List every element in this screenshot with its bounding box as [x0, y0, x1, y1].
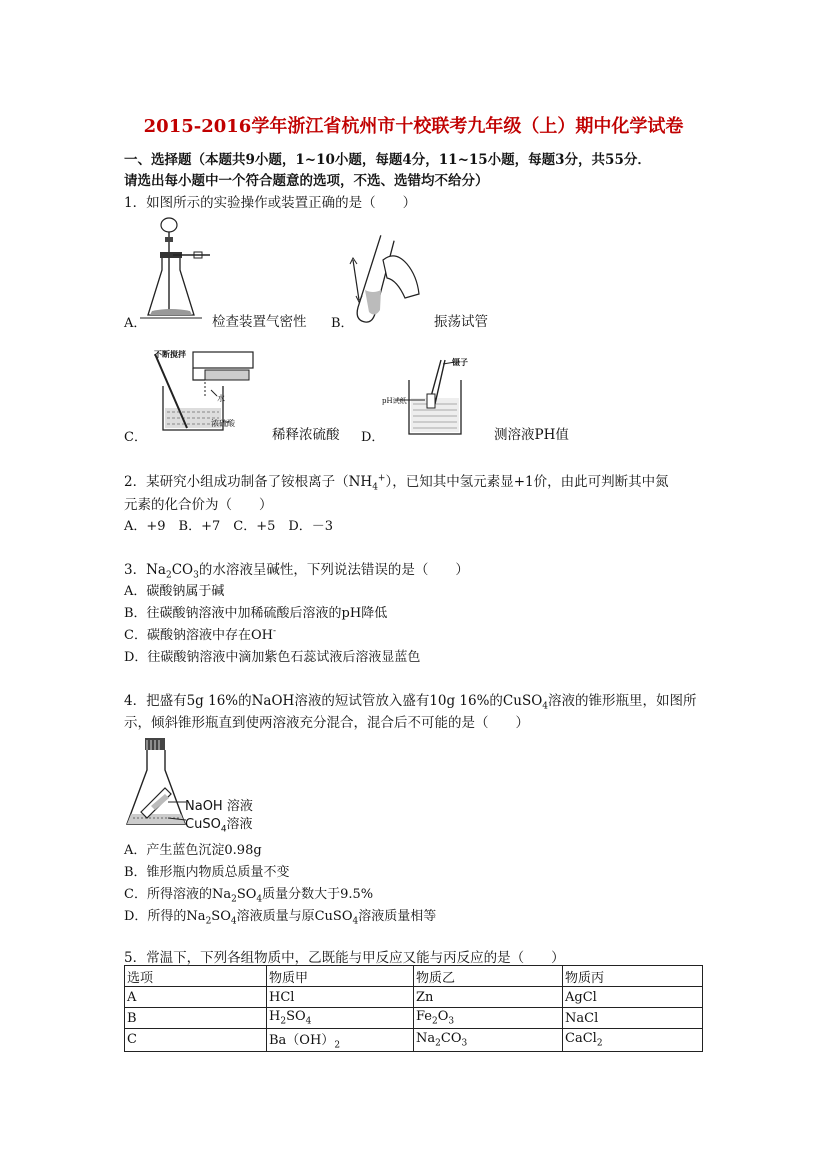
table-cell: B: [125, 1008, 267, 1029]
q2-options: A．+9 B．+7 C．+5 D．－3: [124, 519, 334, 534]
q2-stem-line2: 元素的化合价为（ ）: [124, 497, 273, 513]
fig-d-label-tweezers: 镊子: [452, 357, 468, 367]
fig-q4-pointer-lines: [168, 800, 188, 822]
q4-stem-line1: 4．把盛有5g 16%的NaOH溶液的短试管放入盛有10g 16%的CuSO$_4$溶液的锥形瓶里，如图所: [124, 693, 697, 712]
q2-stem-line1: 2．某研究小组成功制备了铵根离子$(NH_4^+)$，已知其中氢元素显+1价，由此可判断其中氮: [124, 473, 669, 493]
table-cell: AgCl: [563, 987, 703, 1008]
q5-stem: 5．常温下，下列各组物质中，乙既能与甲反应又能与丙反应的是（ ）: [124, 950, 565, 966]
section-heading-line2: 请选出每小题中一个符合题意的选项，不选、选错均不给分）: [124, 173, 489, 189]
q3-stem: 3．$Na_2CO_3$的水溶液呈碱性，下列说法错误的是（ ）: [124, 562, 469, 581]
fig-q4-label-naoh: NaOH 溶液: [185, 799, 253, 814]
table-cell: $Na_2CO_3$: [414, 1029, 563, 1052]
fig-c-label-water: 水: [217, 394, 225, 403]
table-cell: Zn: [414, 987, 563, 1008]
q1-option-a-label: A．: [124, 316, 147, 331]
q1-option-b-label: B．: [331, 316, 354, 331]
q4-option-d: D．所得的$Na_2SO_4$溶液质量与原CuSO$_4$溶液质量相等: [124, 909, 437, 927]
q1-option-d-caption: 测溶液PH值: [494, 427, 569, 443]
q1-stem: 1．如图所示的实验操作或装置正确的是（ ）: [124, 195, 417, 211]
table-header-cell: 选项: [125, 966, 267, 987]
q1-option-d-label: D．: [361, 430, 385, 445]
q3-option-d: D．往碳酸钠溶液中滴加紫色石蕊试液后溶液显蓝色: [124, 650, 421, 665]
table-header-cell: 物质甲: [267, 966, 414, 987]
fig-c-label-stir: 不断搅拌: [154, 349, 186, 359]
q4-option-b: B．锥形瓶内物质总质量不变: [124, 865, 290, 880]
figure-b-shake-tube: [345, 230, 425, 330]
table-row: [125, 1029, 703, 1052]
figure-a-airtight-check: [140, 215, 220, 327]
fig-d-label-ph-paper: pH试纸: [382, 397, 407, 405]
table-cell: C: [125, 1029, 267, 1052]
q3-option-a: A．碳酸钠属于碱: [124, 584, 225, 599]
table-header-cell: 物质乙: [414, 966, 563, 987]
q5-table: [124, 965, 703, 1052]
table-cell: $Fe_2O_3$: [414, 1008, 563, 1029]
table-header-cell: 物质丙: [563, 966, 703, 987]
exam-title: 2015-2016学年浙江省杭州市十校联考九年级（上）期中化学试卷: [143, 116, 684, 137]
table-row: [125, 987, 703, 1008]
section-heading-line1: 一、选择题（本题共9小题，1~10小题，每题4分，11~15小题，每题3分，共55分．: [124, 152, 651, 168]
table-cell: CaCl$_2$: [563, 1029, 703, 1052]
table-row: [125, 1008, 703, 1029]
q4-option-c: C．所得溶液的$Na_2SO_4$质量分数大于9.5%: [124, 887, 374, 905]
table-cell: HCl: [267, 987, 414, 1008]
table-cell: A: [125, 987, 267, 1008]
table-cell: NaCl: [563, 1008, 703, 1029]
q4-stem-line2: 示，倾斜锥形瓶直到使两溶液充分混合，混合后不可能的是（ ）: [124, 715, 529, 731]
q1-option-c-label: C．: [124, 430, 147, 445]
q3-option-b: B．往碳酸钠溶液中加稀硫酸后溶液的pH降低: [124, 606, 388, 621]
table-cell: $H_2SO_4$: [267, 1008, 414, 1029]
q1-option-a-caption: 检查装置气密性: [212, 314, 307, 330]
table-header-row: [125, 966, 703, 987]
q1-option-c-caption: 稀释浓硫酸: [272, 427, 340, 443]
q4-option-a: A．产生蓝色沉淀0.98g: [124, 843, 262, 858]
q3-option-c: C．碳酸钠溶液中存在OH-: [124, 626, 276, 643]
fig-q4-label-cuso4: CuSO$_4$溶液: [185, 817, 253, 835]
table-cell: $Ba(OH)_2$: [267, 1029, 414, 1052]
fig-c-label-acid: 浓硫酸: [211, 419, 235, 428]
q1-option-b-caption: 振荡试管: [434, 314, 488, 330]
